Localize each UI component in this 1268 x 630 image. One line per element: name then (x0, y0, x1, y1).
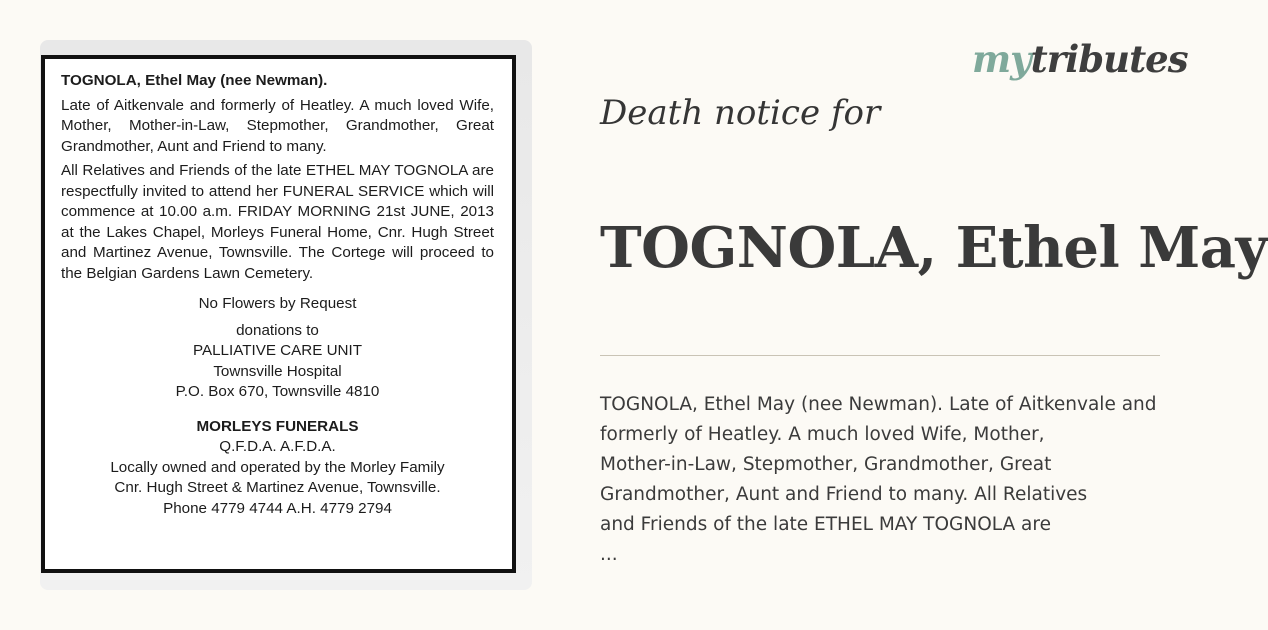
excerpt-line: formerly of Heatley. A much loved Wife, Mother, (600, 424, 1045, 445)
excerpt-ellipsis: ... (600, 544, 618, 565)
clipping-charity: PALLIATIVE CARE UNIT (192, 342, 363, 359)
section-divider (600, 355, 1160, 356)
mytributes-logo[interactable] (972, 36, 1188, 82)
clipping-phone: Phone 4779 4744 A.H. 4779 2794 (163, 499, 392, 517)
clipping-paragraph-1: Late of Aitkenvale and formerly of Heatley. A much loved Wife, Mother, Mother-in-Law, Stepmother, Grandmother, Great Grandmother, Aunt and Friend to many. (61, 96, 494, 155)
clipping-tagline: Locally owned and operated by the Morley Family (110, 458, 445, 476)
deceased-name-heading: TOGNOLA, Ethel May (600, 215, 1268, 281)
excerpt-line: TOGNOLA, Ethel May (nee Newman). Late of Aitkenvale and (600, 394, 1157, 415)
logo-prefix: my (972, 37, 1031, 81)
clipping-donations: donations to (236, 321, 319, 339)
notice-type-label: Death notice for (600, 93, 881, 133)
clipping-accreditation: Q.F.D.A. A.F.D.A. (219, 438, 336, 455)
clipping-funeral-home: MORLEYS FUNERALS (196, 417, 359, 435)
notice-excerpt (600, 390, 1190, 570)
clipping-heading: TOGNOLA, Ethel May (nee Newman). (61, 72, 328, 89)
logo-suffix: tributes (1030, 37, 1188, 81)
excerpt-line: Mother-in-Law, Stepmother, Grandmother, Great (600, 454, 1052, 475)
clipping-address: Cnr. Hugh Street & Martinez Avenue, Townsville. (114, 479, 441, 496)
clipping-hospital: Townsville Hospital (213, 362, 342, 380)
notice-clipping-image (41, 55, 516, 573)
clipping-no-flowers: No Flowers by Request (198, 295, 357, 312)
clipping-po-box: P.O. Box 670, Townsville 4810 (175, 383, 380, 400)
excerpt-line: Grandmother, Aunt and Friend to many. All Relatives (600, 484, 1088, 505)
excerpt-line: and Friends of the late ETHEL MAY TOGNOLA are (600, 514, 1051, 535)
clipping-paragraph-2: All Relatives and Friends of the late ETHEL MAY TOGNOLA are respectfully invited to attend her FUNERAL SERVICE which will commence at 10.00 a.m. FRIDAY MORNING 21st JUNE, 2013 at the Lakes Chapel, Morleys Funeral Home, Cnr. Hugh Street and Martinez Avenue, Townsville. The Cortege will proceed to the Belgian Gardens Lawn Cemetery. (61, 162, 494, 282)
